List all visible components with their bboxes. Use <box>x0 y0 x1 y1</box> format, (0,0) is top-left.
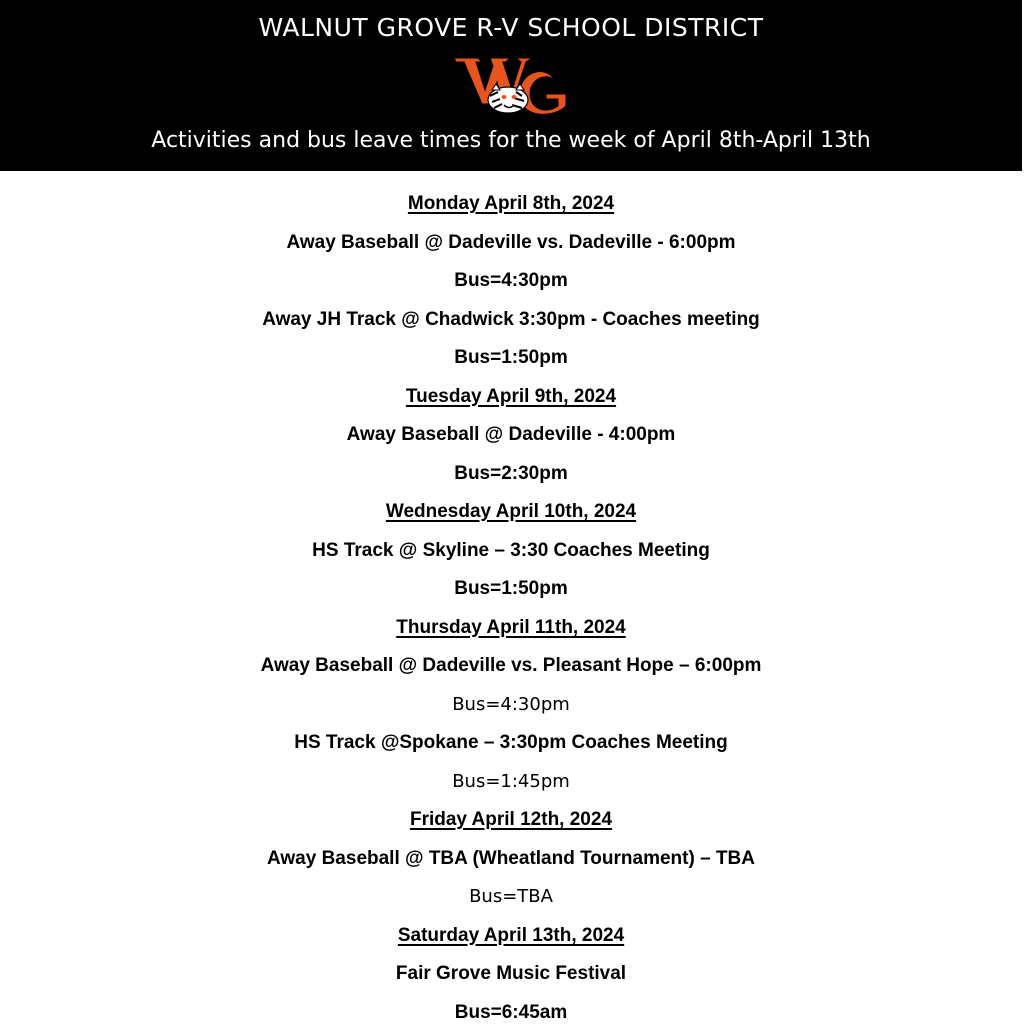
day-heading: Monday April 8th, 2024 <box>407 193 615 214</box>
bus-time: Bus=TBA <box>469 886 553 907</box>
bus-time: Bus=2:30pm <box>454 462 568 484</box>
day-heading: Thursday April 11th, 2024 <box>396 616 626 638</box>
bus-time: Bus=1:50pm <box>454 347 568 368</box>
bus-time: Bus=4:30pm <box>452 693 570 715</box>
header-banner <box>0 0 1022 171</box>
bus-time: Bus=1:45pm <box>452 770 570 792</box>
activity-line: HS Track @ Skyline – 3:30 Coaches Meeting <box>312 539 710 561</box>
activity-line: Away Baseball @ Dadeville - 4:00pm <box>346 424 676 445</box>
activity-line: Away JH Track @ Chadwick 3:30pm - Coaches meeting <box>262 308 760 330</box>
day-heading: Friday April 12th, 2024 <box>409 809 613 830</box>
schedule-list <box>0 186 1022 1024</box>
week-subtitle: Activities and bus leave times for the week of April 8th-April 13th <box>151 128 871 153</box>
activity-line: Fair Grove Music Festival <box>395 963 627 984</box>
bus-time: Bus=6:45am <box>454 1001 568 1023</box>
wg-tiger-logo <box>452 52 570 120</box>
activity-line: HS Track @Spokane – 3:30pm Coaches Meeting <box>294 732 728 753</box>
activity-line: Away Baseball @ TBA (Wheatland Tournament) – TBA <box>267 847 755 869</box>
day-heading: Wednesday April 10th, 2024 <box>385 501 637 522</box>
day-heading: Saturday April 13th, 2024 <box>397 924 625 946</box>
activity-line: Away Baseball @ Dadeville vs. Dadeville - 6:00pm <box>286 231 736 253</box>
bus-time: Bus=1:50pm <box>454 578 568 599</box>
bus-time: Bus=4:30pm <box>454 270 568 291</box>
activity-line: Away Baseball @ Dadeville vs. Pleasant Hope – 6:00pm <box>260 655 762 676</box>
day-heading: Tuesday April 9th, 2024 <box>405 385 617 407</box>
district-title: WALNUT GROVE R-V SCHOOL DISTRICT <box>258 13 764 42</box>
